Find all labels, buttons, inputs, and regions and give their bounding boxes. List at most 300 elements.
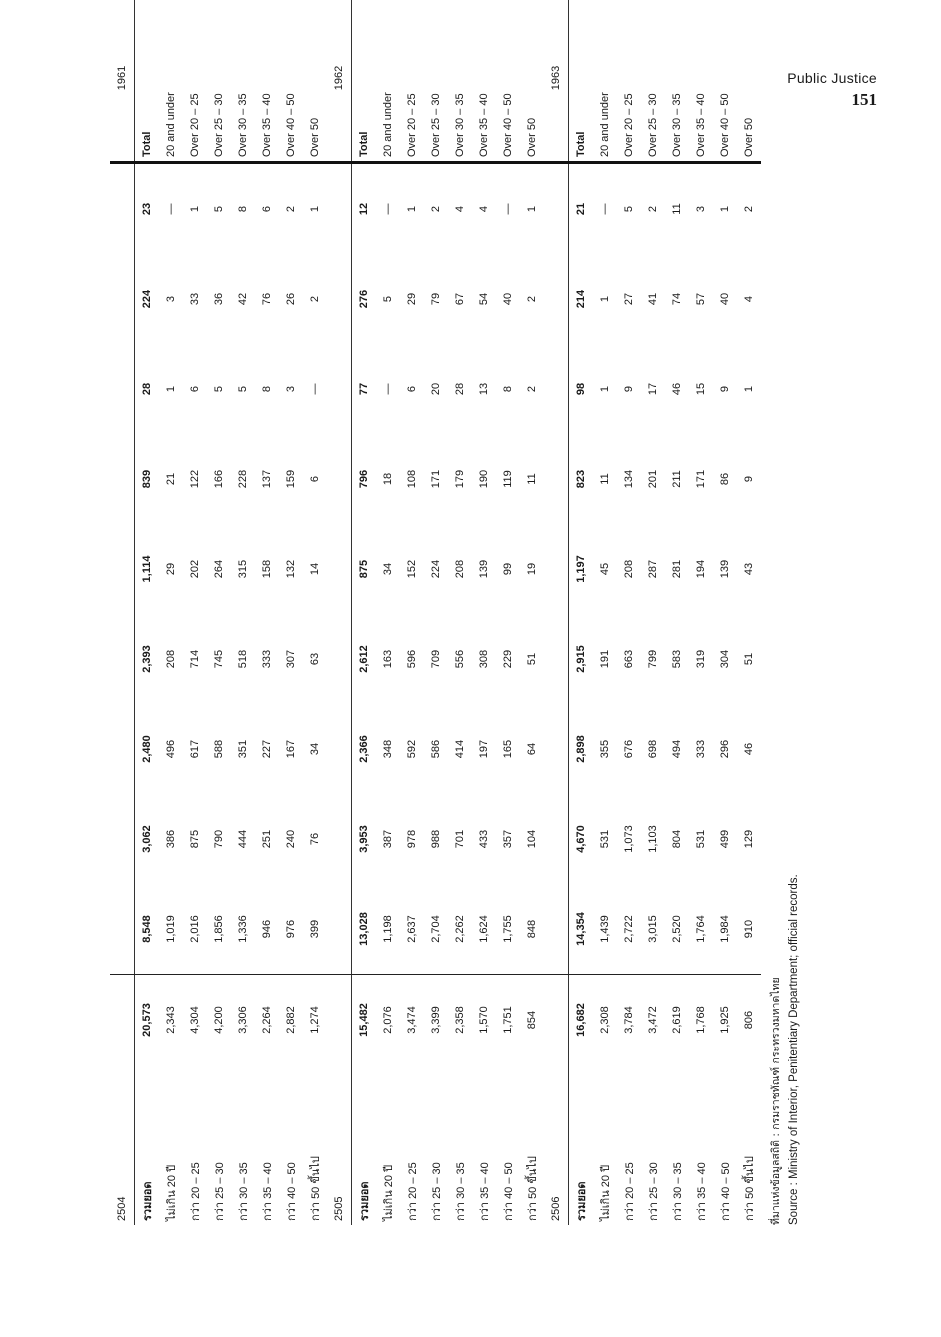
table-cell: 3,306 [231,975,255,1066]
table-cell: 307 [285,649,297,669]
table-cell: 137 [261,469,273,489]
table-cell: 63 [309,652,321,666]
table-cell: 1 [599,295,611,303]
age-group-english: Over 25 – 30 [641,0,665,163]
table-cell: — [382,203,394,215]
table-cell: 191 [599,649,611,669]
table-cell: 499 [719,829,731,849]
total-value: 16,682 [569,975,594,1066]
year-heading-row [544,0,569,1225]
table-cell: 308 [478,649,490,669]
table-cell: 592 [406,739,418,759]
table-cell: 139 [478,559,490,579]
table-cell: 43 [743,562,755,576]
total-value: 14,354 [569,884,594,975]
table-cell: — [599,203,611,215]
age-group-thai: กว่า 30 – 35 [455,1162,467,1221]
table-cell: 2 [526,295,538,303]
age-group-thai: กว่า 25 – 30 [214,1162,226,1221]
table-cell: 676 [623,739,635,759]
section-title: Public Justice [787,70,877,86]
table-cell: 1 [599,385,611,393]
table-cell: 2 [743,205,755,213]
year-thai: 2504 [116,1196,128,1221]
total-value: 839 [135,434,160,524]
table-cell: 201 [647,469,659,489]
table-cell: 3 [285,385,297,393]
table-cell: 1,198 [382,915,394,943]
age-group-thai: กว่า 50 ขึ้นไป [744,1156,756,1221]
total-value: 4,670 [569,794,594,884]
table-cell: 64 [526,742,538,756]
table-row [400,0,424,1225]
total-value: 13,028 [352,884,377,975]
table-cell: 351 [237,739,249,759]
total-value: 3,953 [352,794,377,884]
table-cell: 976 [285,919,297,939]
table-cell: 15 [695,382,707,396]
age-group-english: Over 20 – 25 [400,0,424,163]
table-cell: — [165,203,177,215]
empty-cell [544,884,569,975]
table-cell: 21 [165,472,177,486]
total-value: 98 [569,344,594,434]
age-group-thai: กว่า 35 – 40 [262,1162,274,1221]
age-group-english: Over 50 [737,0,761,163]
table-cell: — [382,383,394,395]
empty-cell [544,163,569,255]
table-cell: 2,637 [406,915,418,943]
table-cell: 2,722 [623,915,635,943]
empty-cell [327,704,352,794]
table-cell: 1,336 [237,915,249,943]
empty-cell [110,163,135,255]
table-cell: 333 [261,649,273,669]
table-cell: 2 [526,385,538,393]
age-group-thai: กว่า 40 – 50 [286,1162,298,1221]
table-cell: 333 [695,739,707,759]
table-cell: 1,274 [303,975,327,1066]
table-cell: 701 [454,829,466,849]
table-cell: 20 [430,382,442,396]
table-cell: 14 [309,562,321,576]
table-cell: 40 [502,292,514,306]
empty-cell [544,614,569,704]
table-cell: 875 [189,829,201,849]
age-group-english: Over 40 – 50 [279,0,303,163]
total-row [352,0,377,1225]
total-value: 12 [352,163,377,255]
table-cell: 304 [719,649,731,669]
table-cell: 946 [261,919,273,939]
table-cell: 8 [502,385,514,393]
table-cell: 228 [237,469,249,489]
table-cell: 3,474 [400,975,424,1066]
age-group-thai: กว่า 20 – 25 [190,1162,202,1221]
empty-cell [327,524,352,614]
table-cell: 414 [454,739,466,759]
year-english: 1961 [110,0,135,163]
table-cell: 4,304 [183,975,207,1066]
age-group-english: Over 35 – 40 [255,0,279,163]
page-number: 151 [851,90,877,109]
table-row [665,0,689,1225]
table-cell: 1,856 [213,915,225,943]
age-group-thai: กว่า 20 – 25 [624,1162,636,1221]
table-cell: 13 [478,382,490,396]
table-cell: 804 [671,829,683,849]
table-cell: 104 [526,829,538,849]
table-cell: 1,570 [472,975,496,1066]
table-cell: 6 [189,385,201,393]
table-cell: 745 [213,649,225,669]
table-cell: 17 [647,382,659,396]
table-row [424,0,448,1225]
total-value: 224 [135,254,160,344]
age-group-thai: กว่า 30 – 35 [672,1162,684,1221]
table-cell: 8 [261,385,273,393]
table-cell: 167 [285,739,297,759]
table-cell: 9 [743,475,755,483]
total-value: 2,393 [135,614,160,704]
total-value: 2,612 [352,614,377,704]
table-cell: 171 [430,469,442,489]
table-row [207,0,231,1225]
table-cell: 229 [502,649,514,669]
table-cell: 1,755 [502,915,514,943]
table-row [255,0,279,1225]
table-cell: 1 [406,205,418,213]
empty-cell [544,254,569,344]
table-cell: 790 [213,829,225,849]
year-heading-row [110,0,135,1225]
age-group-english: Over 30 – 35 [665,0,689,163]
table-cell: 5 [382,295,394,303]
table-cell: 42 [237,292,249,306]
total-value: 823 [569,434,594,524]
table-cell: 988 [430,829,442,849]
table-cell: 2 [647,205,659,213]
table-row [279,0,303,1225]
table-cell: 588 [213,739,225,759]
table-cell: 9 [623,385,635,393]
table-cell: 86 [719,472,731,486]
table-row [472,0,496,1225]
table-cell: 46 [743,742,755,756]
table-cell: 2,704 [430,915,442,943]
table-cell: 19 [526,562,538,576]
total-label-english: Total [135,0,160,163]
table-cell: 211 [671,470,683,488]
table-cell: 1,925 [713,975,737,1066]
total-value: 2,480 [135,704,160,794]
table-row [448,0,472,1225]
total-value: 276 [352,254,377,344]
total-value: 15,482 [352,975,377,1066]
table-cell: 76 [261,292,273,306]
total-label-thai: รวมยอด [352,1065,377,1225]
table-cell: 5 [237,385,249,393]
table-cell: 208 [623,559,635,579]
total-value: 1,114 [135,524,160,614]
table-cell: 2,076 [376,975,400,1066]
empty-cell [544,704,569,794]
table-cell: 596 [406,649,418,669]
table-cell: 799 [647,649,659,669]
table-row [303,0,327,1225]
age-group-thai: กว่า 35 – 40 [696,1162,708,1221]
total-value: 8,548 [135,884,160,975]
table-cell: 663 [623,649,635,669]
table-cell: 2,264 [255,975,279,1066]
table-cell: 2,016 [189,915,201,943]
table-cell: 119 [502,470,514,488]
table-cell: 122 [189,469,201,489]
table-cell: 34 [309,742,321,756]
empty-cell [544,794,569,884]
table-cell: 74 [671,292,683,306]
table-cell: 27 [623,292,635,306]
empty-cell [327,344,352,434]
table-cell: 1 [743,385,755,393]
table-cell: 2 [309,295,321,303]
table-cell: 29 [165,562,177,576]
table-cell: 2 [430,205,442,213]
table-cell: 2,358 [448,975,472,1066]
total-label-thai: รวมยอด [135,1065,160,1225]
age-group-english: Over 35 – 40 [472,0,496,163]
table-cell: — [309,383,321,395]
table-row [689,0,713,1225]
table-cell: 45 [599,562,611,576]
table-cell: 41 [647,292,659,306]
table-cell: 51 [526,652,538,666]
table-cell: 251 [261,829,273,849]
table-cell: 224 [430,559,442,579]
table-cell: 1 [165,385,177,393]
table-cell: 202 [189,559,201,579]
total-value: 1,197 [569,524,594,614]
empty-cell [110,794,135,884]
page-header [787,70,877,110]
age-group-thai: กว่า 40 – 50 [503,1162,515,1221]
empty-cell [110,254,135,344]
table-cell: 348 [382,739,394,759]
age-group-thai: กว่า 50 ขึ้นไป [310,1156,322,1221]
empty-cell [327,254,352,344]
table-cell: 714 [189,649,201,669]
year-english: 1962 [327,0,352,163]
table-cell: 848 [526,919,538,939]
age-group-english: Over 20 – 25 [183,0,207,163]
table-cell: 1,624 [478,915,490,943]
table-cell: 9 [719,385,731,393]
empty-cell [544,524,569,614]
table-cell: — [502,203,514,215]
table-cell: 357 [502,829,514,849]
table-cell: 3 [165,295,177,303]
age-group-english: Over 25 – 30 [207,0,231,163]
table-cell: 197 [478,739,490,759]
table-cell: 79 [430,292,442,306]
table-cell: 163 [382,649,394,669]
empty-cell [544,975,569,1066]
table-cell: 496 [165,739,177,759]
table-cell: 208 [165,649,177,669]
empty-cell [327,975,352,1066]
table-cell: 57 [695,292,707,306]
empty-cell [327,794,352,884]
table-cell: 315 [237,559,249,579]
table-cell: 29 [406,292,418,306]
table-cell: 586 [430,739,442,759]
year-heading-row [327,0,352,1225]
table-cell: 494 [671,739,683,759]
source-note-thai: ที่มาแห่งข้อมูลสถิติ : กรมราชทัณฑ์ กระทรวงมหาดไทย [770,977,782,1225]
table-cell: 2,882 [279,975,303,1066]
table-cell: 386 [165,829,177,849]
age-group-thai: ไม่เกิน 20 ปี [383,1164,395,1221]
table-cell: 433 [478,829,490,849]
table-cell: 33 [189,292,201,306]
age-group-thai: กว่า 35 – 40 [479,1162,491,1221]
table-cell: 11 [526,473,538,485]
year-thai: 2505 [333,1196,345,1221]
age-group-english: Over 50 [520,0,544,163]
table-cell: 518 [237,649,249,669]
table-cell: 3,399 [424,975,448,1066]
table-cell: 2,619 [665,975,689,1066]
table-row [641,0,665,1225]
source-note-english: Source : Ministry of Interior, Penitentiary Department; official records. [788,874,800,1225]
total-value: 214 [569,254,594,344]
table-cell: 287 [647,559,659,579]
age-group-thai: กว่า 50 ขึ้นไป [527,1156,539,1221]
table-cell: 1 [189,205,201,213]
empty-cell [110,614,135,704]
table-cell: 152 [406,559,418,579]
total-value: 796 [352,434,377,524]
table-cell: 132 [285,559,297,579]
table-cell: 4,200 [207,975,231,1066]
table-cell: 3 [695,205,707,213]
table-cell: 709 [430,649,442,669]
empty-cell [110,434,135,524]
table-cell: 698 [647,739,659,759]
table-cell: 319 [695,649,707,669]
table-cell: 1,764 [695,915,707,943]
age-group-english: 20 and under [593,0,617,163]
table-cell: 1 [309,205,321,213]
age-group-english: Over 40 – 50 [496,0,520,163]
empty-cell [110,704,135,794]
empty-cell [110,884,135,975]
age-group-english: Over 30 – 35 [448,0,472,163]
table-cell: 2 [285,205,297,213]
table-cell: 6 [261,205,273,213]
table-cell: 165 [502,739,514,759]
table-cell: 208 [454,559,466,579]
table-cell: 556 [454,649,466,669]
total-row [135,0,160,1225]
table-cell: 1,751 [496,975,520,1066]
table-cell: 5 [213,385,225,393]
table-cell: 910 [743,919,755,939]
table-cell: 190 [478,469,490,489]
table-cell: 2,520 [671,915,683,943]
table-cell: 227 [261,739,273,759]
table-cell: 51 [743,652,755,666]
total-label-thai: รวมยอด [569,1065,594,1225]
empty-cell [544,344,569,434]
table-cell: 3,015 [647,915,659,943]
rotated-statistics-table [110,65,800,1225]
table-cell: 264 [213,559,225,579]
total-value: 2,898 [569,704,594,794]
table-cell: 854 [520,975,544,1066]
empty-cell [110,975,135,1066]
table-row [159,0,183,1225]
table-cell: 1,439 [599,915,611,943]
table-cell: 4 [454,205,466,213]
age-group-thai: กว่า 25 – 30 [648,1162,660,1221]
table-cell: 11 [599,473,611,485]
table-cell: 444 [237,829,249,849]
table-cell: 179 [454,469,466,489]
table-cell: 34 [382,562,394,576]
table-cell: 158 [261,559,273,579]
total-value: 28 [135,344,160,434]
table-cell: 1,019 [165,915,177,943]
table-cell: 2,343 [159,975,183,1066]
table-cell: 978 [406,829,418,849]
year-english: 1963 [544,0,569,163]
table-cell: 40 [719,292,731,306]
total-value: 2,366 [352,704,377,794]
table-cell: 1 [526,205,538,213]
table-cell: 583 [671,649,683,669]
prisoner-age-table [110,0,761,1225]
table-cell: 1,984 [719,915,731,943]
age-group-english: Over 25 – 30 [424,0,448,163]
table-cell: 531 [695,829,707,849]
table-row [376,0,400,1225]
age-group-english: Over 30 – 35 [231,0,255,163]
empty-cell [327,884,352,975]
age-group-english: Over 50 [303,0,327,163]
total-value: 23 [135,163,160,255]
table-cell: 18 [382,472,394,486]
empty-cell [327,163,352,255]
age-group-thai: กว่า 25 – 30 [431,1162,443,1221]
age-group-english: 20 and under [376,0,400,163]
table-footnote [767,105,800,1225]
empty-cell [110,524,135,614]
year-thai: 2506 [550,1196,562,1221]
table-row [520,0,544,1225]
table-cell: 139 [719,559,731,579]
total-value: 875 [352,524,377,614]
total-value: 20,573 [135,975,160,1066]
table-cell: 1 [719,205,731,213]
age-group-thai: ไม่เกิน 20 ปี [600,1164,612,1221]
age-group-thai: กว่า 40 – 50 [720,1162,732,1221]
table-cell: 1,073 [623,825,635,853]
table-cell: 108 [406,469,418,489]
total-label-english: Total [569,0,594,163]
table-row [496,0,520,1225]
table-cell: 76 [309,832,321,846]
